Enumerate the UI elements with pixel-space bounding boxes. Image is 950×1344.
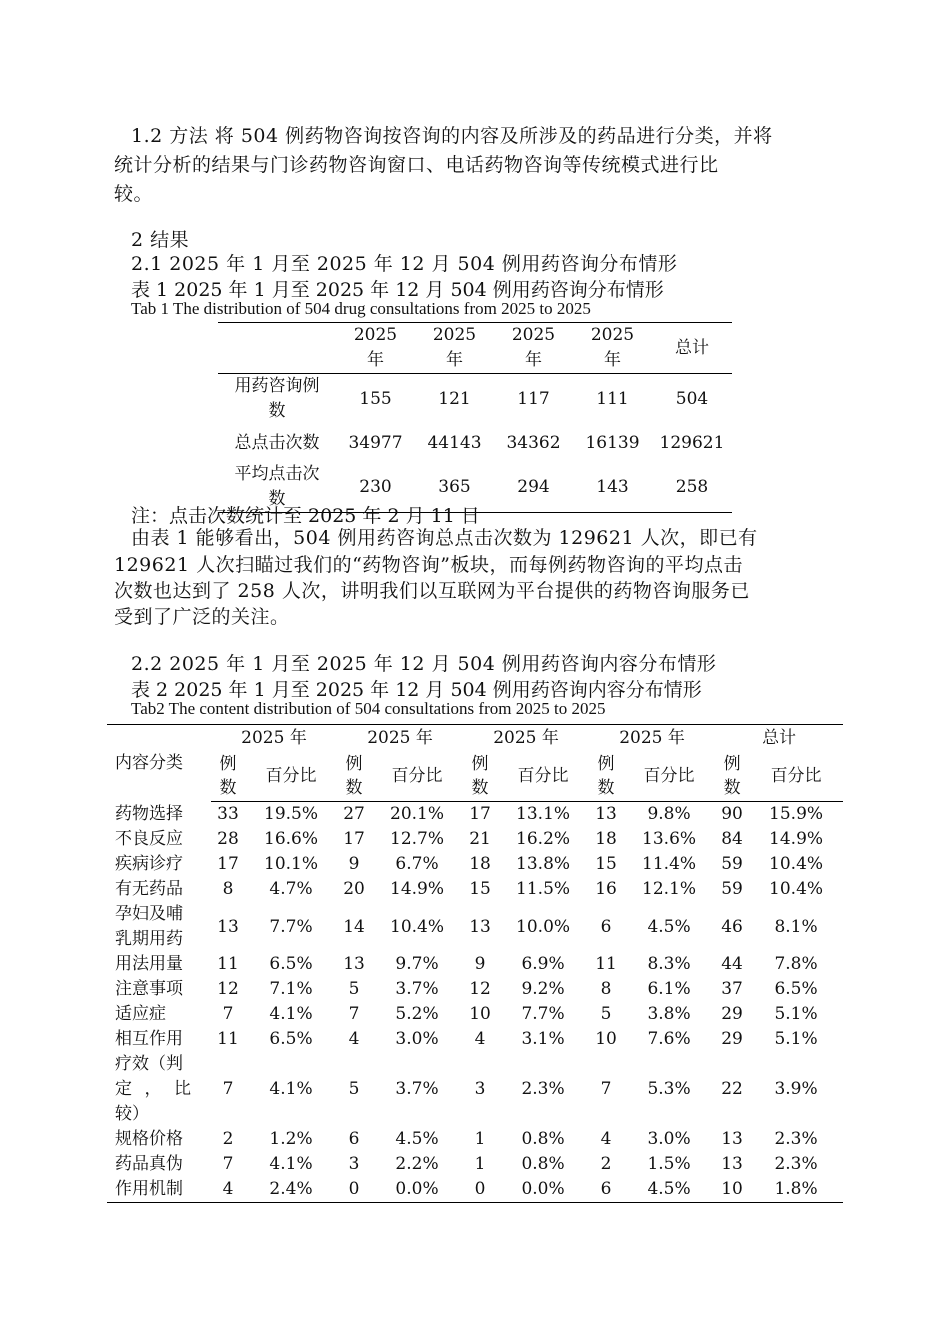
table2-count-cell: 13 <box>343 954 365 974</box>
table2-count-cell: 4 <box>222 1179 234 1199</box>
table2-pct-cell: 11.5% <box>516 879 571 899</box>
table2-count-cell: 13 <box>217 916 239 937</box>
table2-pct-cell: 10.1% <box>264 854 319 874</box>
table1-cell: 117 <box>517 388 550 409</box>
analysis-paragraph-line1: 由表 1 能够看出，504 例用药咨询总点击次数为 129621 人次，即已有 <box>131 527 758 549</box>
table2-year-header: 2025 年 <box>493 727 559 748</box>
table2-pct-cell: 10.4% <box>769 879 824 899</box>
table2-pct-cell: 16.6% <box>264 829 319 849</box>
table2-row-label-part: ， <box>144 1079 162 1099</box>
table2-pct-header: 百分比 <box>749 751 843 802</box>
table2-pct-cell: 16.2% <box>516 829 571 849</box>
table2-row-label: 孕妇及哺乳期用药 <box>115 904 183 949</box>
table2-count-cell: 7 <box>348 1004 360 1024</box>
table2-pct-cell: 0.0% <box>521 1179 565 1199</box>
table2-count-cell: 44 <box>721 954 743 974</box>
table2-pct-cell: 7.7% <box>269 916 313 937</box>
table2-count-cell: 7 <box>222 1079 234 1099</box>
table2-pct-cell: 0.8% <box>521 1129 565 1149</box>
table2-year-header: 总计 <box>762 727 797 748</box>
table2-count-cell: 37 <box>721 979 743 999</box>
table-row <box>107 1002 843 1027</box>
table2-row-label: 规格价格 <box>115 1129 183 1149</box>
table2-row-label: 相互作用 <box>115 1029 183 1049</box>
table2-pct-cell: 4.7% <box>269 879 313 899</box>
table1-header-cell: 2025年 <box>415 323 494 374</box>
table2-count-cell: 9 <box>348 854 360 874</box>
table2-pct-cell: 5.2% <box>395 1004 439 1024</box>
table2-pct-cell: 3.7% <box>395 1079 439 1099</box>
table2-count-header: 例数 <box>463 751 497 802</box>
table2-count-cell: 15 <box>595 854 617 874</box>
table2-row-label-line: 较） <box>115 1104 149 1124</box>
table2-row-label: 药品真伪 <box>115 1154 183 1174</box>
table2-pct-cell: 15.9% <box>769 804 824 824</box>
table2-count-header: 例数 <box>589 751 623 802</box>
table2-count-cell: 12 <box>217 979 239 999</box>
table2-row-label: 有无药品 <box>115 879 183 899</box>
table2-pct-cell: 9.2% <box>521 979 565 999</box>
table2-count-cell: 12 <box>469 979 491 999</box>
table2-count-cell: 7 <box>222 1154 234 1174</box>
table-row <box>218 424 732 462</box>
table2-count-cell: 5 <box>348 1079 360 1099</box>
table2-pct-cell: 2.3% <box>774 1154 818 1174</box>
table2-count-cell: 27 <box>343 804 365 824</box>
table2-pct-cell: 10.4% <box>769 854 824 874</box>
table2-pct-cell: 11.4% <box>642 854 697 874</box>
table1-cell: 258 <box>675 476 709 497</box>
table2-count-cell: 6 <box>600 916 612 937</box>
table2-pct-cell: 4.5% <box>647 916 691 937</box>
table1-row-label: 总点击次数 <box>234 432 320 453</box>
table2-pct-cell: 3.0% <box>395 1029 439 1049</box>
table2-pct-cell: 0.8% <box>521 1154 565 1174</box>
table2-count-cell: 59 <box>721 879 743 899</box>
table1-cell: 34977 <box>348 432 403 453</box>
table2-header-row-2 <box>107 751 843 802</box>
table2-pct-cell: 5.1% <box>774 1029 818 1049</box>
table2-pct-cell: 14.9% <box>769 829 824 849</box>
table2-count-cell: 7 <box>600 1079 612 1099</box>
table2-count-cell: 90 <box>721 804 743 824</box>
table2-count-cell: 7 <box>222 1004 234 1024</box>
table1-cell: 111 <box>596 388 629 409</box>
table2-count-header: 例数 <box>211 751 245 802</box>
table-row <box>107 1027 843 1052</box>
table2-count-cell: 33 <box>217 804 239 824</box>
table2-count-cell: 13 <box>595 804 617 824</box>
section-2-1-heading: 2.1 2025 年 1 月至 2025 年 12 月 504 例用药咨询分布情形 <box>131 253 678 275</box>
table2-pct-cell: 1.2% <box>269 1129 313 1149</box>
table2-pct-cell: 13.1% <box>516 804 571 824</box>
analysis-paragraph-line4: 受到了广泛的关注。 <box>114 606 290 628</box>
table1-header-cell <box>218 323 336 374</box>
table2-count-cell: 2 <box>600 1154 612 1174</box>
table2-pct-cell: 8.3% <box>647 954 691 974</box>
table2-pct-cell: 4.1% <box>269 1079 313 1099</box>
table2-count-cell: 21 <box>469 829 491 849</box>
table1-cell: 129621 <box>659 432 725 453</box>
table2-pct-cell: 7.6% <box>647 1029 691 1049</box>
table-row <box>107 952 843 977</box>
table2-pct-cell: 2.3% <box>521 1079 565 1099</box>
table2-row-label: 注意事项 <box>115 979 183 999</box>
table2-pct-cell: 6.9% <box>521 954 565 974</box>
table1-header-cell: 2025年 <box>573 323 652 374</box>
table1-note: 注：点击次数统计至 2025 年 2 月 11 日 <box>131 505 480 527</box>
table2-count-cell: 2 <box>222 1129 234 1149</box>
table2-pct-cell: 2.4% <box>269 1179 313 1199</box>
table2-count-cell: 11 <box>595 954 617 974</box>
table2-count-cell: 59 <box>721 854 743 874</box>
table2-count-cell: 17 <box>217 854 239 874</box>
method-paragraph-line2: 统计分析的结果与门诊药物咨询窗口、电话药物咨询等传统模式进行比 <box>114 154 719 176</box>
table-row <box>107 1177 843 1203</box>
table2-pct-cell: 3.0% <box>647 1129 691 1149</box>
table2-count-cell: 4 <box>600 1129 612 1149</box>
table1-cell: 44143 <box>427 432 482 453</box>
table1 <box>218 322 732 513</box>
table1-cell: 365 <box>438 476 471 497</box>
table2-count-cell: 29 <box>721 1004 743 1024</box>
table2-pct-cell: 13.6% <box>642 829 697 849</box>
table2-count-cell: 10 <box>721 1179 743 1199</box>
table-row <box>107 827 843 852</box>
table2-pct-cell: 14.9% <box>390 879 445 899</box>
table2-count-cell: 17 <box>343 829 365 849</box>
table2-pct-cell: 19.5% <box>264 804 319 824</box>
table2-row-label-part: 比 <box>174 1079 191 1099</box>
table2-row-label: 不良反应 <box>115 829 183 849</box>
table2 <box>107 724 843 1203</box>
method-paragraph-line3: 较。 <box>114 183 154 205</box>
table2-count-cell: 13 <box>721 1129 743 1149</box>
table2-pct-cell: 3.9% <box>774 1079 818 1099</box>
table2-count-cell: 4 <box>348 1029 360 1049</box>
table2-pct-header: 百分比 <box>497 751 589 802</box>
table2-pct-cell: 10.0% <box>516 916 571 937</box>
table1-header-row <box>218 323 732 374</box>
table2-count-cell: 29 <box>721 1029 743 1049</box>
table2-pct-cell: 7.1% <box>269 979 313 999</box>
table2-caption-en: Tab2 The content distribution of 504 consultations from 2025 to 2025 <box>131 699 606 718</box>
table2-row-label: 适应症 <box>115 1004 166 1024</box>
table2-pct-cell: 7.7% <box>521 1004 565 1024</box>
table1-cell: 143 <box>596 476 629 497</box>
table2-pct-cell: 9.8% <box>647 804 691 824</box>
table-row <box>107 1152 843 1177</box>
table-row <box>107 852 843 877</box>
table2-count-cell: 22 <box>721 1079 743 1099</box>
table-row <box>218 374 732 425</box>
table-row <box>107 802 843 828</box>
table2-row-label <box>107 1052 211 1127</box>
table2-count-cell: 8 <box>222 879 234 899</box>
table2-count-cell: 14 <box>343 916 365 937</box>
table2-pct-cell: 13.8% <box>516 854 571 874</box>
table2-row-label-line: 疗效（判 <box>115 1054 183 1074</box>
table2-year-header: 2025 年 <box>241 727 307 748</box>
table2-count-cell: 10 <box>469 1004 491 1024</box>
table2-count-cell: 18 <box>595 829 617 849</box>
analysis-paragraph-line3: 次数也达到了 258 人次，讲明我们以互联网为平台提供的药物咨询服务已 <box>114 580 750 602</box>
table1-cell: 230 <box>359 476 392 497</box>
table2-count-cell: 11 <box>217 1029 239 1049</box>
table2-count-cell: 1 <box>474 1129 486 1149</box>
table2-count-cell: 16 <box>595 879 617 899</box>
table2-pct-header: 百分比 <box>245 751 337 802</box>
table-row <box>107 1052 843 1127</box>
table1-cell: 16139 <box>585 432 640 453</box>
table2-pct-header: 百分比 <box>623 751 715 802</box>
table2-pct-cell: 5.3% <box>647 1079 691 1099</box>
table2-year-header: 2025 年 <box>619 727 685 748</box>
table2-pct-cell: 12.1% <box>642 879 697 899</box>
table2-count-cell: 3 <box>348 1154 360 1174</box>
table2-pct-cell: 0.0% <box>395 1179 439 1199</box>
results-heading: 2 结果 <box>131 229 190 251</box>
table2-count-cell: 10 <box>595 1029 617 1049</box>
table1-header-cell: 总计 <box>652 323 732 374</box>
table2-caption-cn: 表 2 2025 年 1 月至 2025 年 12 月 504 例用药咨询内容分布情形 <box>131 679 702 701</box>
table1-cell: 34362 <box>506 432 561 453</box>
table1-cell: 294 <box>517 476 550 497</box>
table2-year-header: 2025 年 <box>367 727 433 748</box>
table2-count-cell: 3 <box>474 1079 486 1099</box>
table2-pct-cell: 5.1% <box>774 1004 818 1024</box>
table2-pct-cell: 6.5% <box>269 1029 313 1049</box>
table2-count-cell: 1 <box>474 1154 486 1174</box>
table2-pct-cell: 6.1% <box>647 979 691 999</box>
table2-count-cell: 17 <box>469 804 491 824</box>
table2-pct-cell: 3.7% <box>395 979 439 999</box>
table2-count-cell: 5 <box>600 1004 612 1024</box>
table2-pct-cell: 2.3% <box>774 1129 818 1149</box>
table-row <box>107 977 843 1002</box>
table2-pct-header: 百分比 <box>371 751 463 802</box>
table2-pct-cell: 4.5% <box>647 1179 691 1199</box>
table2-count-cell: 5 <box>348 979 360 999</box>
section-2-2-heading: 2.2 2025 年 1 月至 2025 年 12 月 504 例用药咨询内容分布情形 <box>131 653 717 675</box>
table2-count-cell: 0 <box>348 1179 360 1199</box>
table1-cell: 504 <box>675 388 709 409</box>
table2-pct-cell: 10.4% <box>390 916 445 937</box>
table2-count-cell: 4 <box>474 1029 486 1049</box>
table2-pct-cell: 8.1% <box>774 916 818 937</box>
table2-count-cell: 46 <box>721 916 743 937</box>
table2-count-cell: 18 <box>469 854 491 874</box>
table2-category-header: 内容分类 <box>115 753 183 773</box>
table2-count-cell: 9 <box>474 954 486 974</box>
table2-pct-cell: 1.8% <box>774 1179 818 1199</box>
table2-count-cell: 0 <box>474 1179 486 1199</box>
table2-pct-cell: 2.2% <box>395 1154 439 1174</box>
table2-row-label: 作用机制 <box>115 1179 183 1199</box>
table2-header-row-1 <box>107 725 843 752</box>
table2-pct-cell: 3.1% <box>521 1029 565 1049</box>
table2-row-label: 用法用量 <box>115 954 183 974</box>
table-row <box>107 1127 843 1152</box>
table2-count-header: 例数 <box>337 751 371 802</box>
table1-caption-cn: 表 1 2025 年 1 月至 2025 年 12 月 504 例用药咨询分布情形 <box>131 279 664 301</box>
table2-count-cell: 15 <box>469 879 491 899</box>
table2-pct-cell: 7.8% <box>774 954 818 974</box>
table2-count-header: 例数 <box>715 751 749 802</box>
table1-header-cell: 2025年 <box>336 323 415 374</box>
table2-count-cell: 6 <box>600 1179 612 1199</box>
table2-pct-cell: 6.5% <box>269 954 313 974</box>
table2-row-label: 药物选择 <box>115 803 183 824</box>
table2-pct-cell: 3.8% <box>647 1004 691 1024</box>
table2-pct-cell: 9.7% <box>395 954 439 974</box>
table2-pct-cell: 4.5% <box>395 1129 439 1149</box>
table2-count-cell: 11 <box>217 954 239 974</box>
table2-count-cell: 84 <box>721 829 743 849</box>
table2-count-cell: 20 <box>343 879 365 899</box>
table2-pct-cell: 4.1% <box>269 1154 313 1174</box>
table2-pct-cell: 4.1% <box>269 1004 313 1024</box>
table1-header-cell: 2025年 <box>494 323 573 374</box>
table2-pct-cell: 6.7% <box>395 854 439 874</box>
table2-row-label-part: 定 <box>115 1079 132 1099</box>
table1-row-label: 用药咨询例数 <box>234 376 320 421</box>
table2-pct-cell: 20.1% <box>390 804 445 824</box>
table2-row-label: 疾病诊疗 <box>115 854 183 874</box>
table2-count-cell: 13 <box>469 916 491 937</box>
table2-row-label-line <box>115 1077 191 1102</box>
table2-count-cell: 6 <box>348 1129 360 1149</box>
method-paragraph-line1: 1.2 方法 将 504 例药物咨询按咨询的内容及所涉及的药品进行分类，并将 <box>131 125 773 147</box>
table2-count-cell: 8 <box>600 979 612 999</box>
table1-row-label: 平均点击次数 <box>234 464 320 509</box>
table1-cell: 155 <box>359 388 392 409</box>
table2-pct-cell: 1.5% <box>647 1154 691 1174</box>
table1-cell: 121 <box>438 388 471 409</box>
table-row <box>107 902 843 952</box>
table2-count-cell: 13 <box>721 1154 743 1174</box>
table2-pct-cell: 6.5% <box>774 979 818 999</box>
analysis-paragraph-line2: 129621 人次扫瞄过我们的“药物咨询”板块，而每例药物咨询的平均点击 <box>114 554 743 576</box>
table-row <box>107 877 843 902</box>
table2-count-cell: 28 <box>217 829 239 849</box>
table1-caption-en: Tab 1 The distribution of 504 drug consultations from 2025 to 2025 <box>131 299 591 318</box>
table2-pct-cell: 12.7% <box>390 829 445 849</box>
